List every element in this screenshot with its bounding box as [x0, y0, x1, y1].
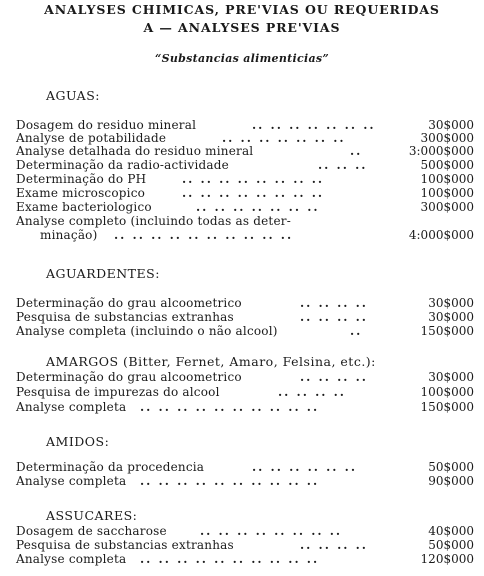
- list-item: [0, 474, 484, 488]
- list-item: [0, 460, 484, 474]
- subsection-heading: “Substancias alimenticias”: [154, 52, 330, 65]
- list-item: [0, 310, 484, 324]
- list-item: [0, 324, 484, 338]
- dot-leader: .. .. .. .. .. .. .. .. .. ..: [140, 552, 320, 566]
- dot-leader: .. .. .. .. .. .. .. ..: [182, 186, 325, 200]
- list-item: [0, 552, 484, 566]
- item-label: Analyse completa: [16, 400, 127, 414]
- section-heading: A — ANALYSES PRE'VIAS: [143, 20, 341, 35]
- item-price: 30$000: [428, 370, 474, 384]
- item-price: 100$000: [420, 172, 474, 186]
- section-title: AMIDOS:: [46, 434, 110, 449]
- list-item: [0, 200, 484, 214]
- item-price: 30$000: [428, 310, 474, 324]
- list-item: [0, 131, 484, 145]
- dot-leader: ..: [350, 324, 363, 338]
- list-item: [0, 118, 484, 132]
- list-item: [0, 172, 484, 186]
- item-label: Pesquisa de impurezas do alcool: [16, 385, 220, 399]
- dot-leader: .. .. .. ..: [300, 538, 368, 552]
- item-label: Analyse de potabilidade: [16, 131, 167, 145]
- section-title: AMARGOS (Bitter, Fernet, Amaro, Felsina, etc.):: [46, 354, 376, 369]
- item-label: Determinação do PH: [16, 172, 147, 186]
- dot-leader: .. .. ..: [318, 158, 368, 172]
- section-title: AGUAS:: [46, 88, 100, 103]
- item-label: Analyse completa: [16, 552, 127, 566]
- item-label: Determinação da procedencia: [16, 460, 205, 474]
- item-label: Analyse detalhada do residuo mineral: [16, 144, 254, 158]
- item-label: Determinação da radio-actividade: [16, 158, 229, 172]
- item-label: Exame microscopico: [16, 186, 146, 200]
- document-title: ANALYSES CHIMICAS, PRE'VIAS OU REQUERIDAS: [44, 2, 440, 17]
- dot-leader: .. .. .. .. .. .. .. ..: [200, 524, 343, 538]
- item-label: minação): [40, 228, 98, 242]
- dot-leader: .. .. .. .. .. .. .. .. .. ..: [140, 400, 320, 414]
- item-price: 500$000: [420, 158, 474, 172]
- list-item: [0, 186, 484, 200]
- list-item: [0, 370, 484, 384]
- item-label: Dosagem de saccharose: [16, 524, 167, 538]
- list-item: [0, 296, 484, 310]
- list-item: [0, 524, 484, 538]
- item-label: Analyse completa: [16, 474, 127, 488]
- item-price: 30$000: [428, 296, 474, 310]
- item-price: 90$000: [428, 474, 474, 488]
- item-price: 4:000$000: [408, 228, 474, 242]
- dot-leader: .. .. .. .. .. .. .. .. .. ..: [140, 474, 320, 488]
- dot-leader: .. .. .. .. .. .. ..: [222, 131, 346, 145]
- list-item: [0, 385, 484, 399]
- item-label: Determinação do grau alcoometrico: [16, 296, 242, 310]
- item-price: 100$000: [420, 186, 474, 200]
- item-price: 300$000: [420, 131, 474, 145]
- list-item: [0, 214, 484, 228]
- item-label: Pesquisa de substancias extranhas: [16, 310, 234, 324]
- section-title: AGUARDENTES:: [46, 266, 160, 281]
- item-price: 40$000: [428, 524, 474, 538]
- dot-leader: .. .. .. .. .. .. ..: [196, 200, 320, 214]
- item-label: Dosagem do residuo mineral: [16, 118, 197, 132]
- item-price: 50$000: [428, 538, 474, 552]
- dot-leader: .. .. .. ..: [300, 296, 368, 310]
- dot-leader: .. .. .. ..: [278, 385, 346, 399]
- item-price: 50$000: [428, 460, 474, 474]
- list-item: [0, 538, 484, 552]
- dot-leader: .. .. .. .. .. ..: [252, 460, 358, 474]
- dot-leader: .. .. .. .. .. .. ..: [252, 118, 376, 132]
- item-label: Pesquisa de substancias extranhas: [16, 538, 234, 552]
- item-label: Analyse completo (incluindo todas as deter-: [16, 214, 291, 228]
- section-title: ASSUCARES:: [46, 508, 138, 523]
- item-label: Analyse completa (incluindo o não alcool): [16, 324, 278, 338]
- item-price: 100$000: [420, 385, 474, 399]
- list-item: [0, 158, 484, 172]
- dot-leader: .. .. .. .. .. .. .. ..: [182, 172, 325, 186]
- list-item: [0, 144, 484, 158]
- item-price: 150$000: [420, 324, 474, 338]
- dot-leader: .. .. .. ..: [300, 370, 368, 384]
- dot-leader: .. .. .. .. .. .. .. .. .. ..: [114, 228, 294, 242]
- list-item: [0, 400, 484, 414]
- item-price: 3:000$000: [408, 144, 474, 158]
- list-item: [0, 228, 484, 242]
- item-label: Exame bacteriologico: [16, 200, 152, 214]
- item-price: 300$000: [420, 200, 474, 214]
- item-label: Determinação do grau alcoometrico: [16, 370, 242, 384]
- item-price: 150$000: [420, 400, 474, 414]
- item-price: 120$000: [420, 552, 474, 566]
- item-price: 30$000: [428, 118, 474, 132]
- dot-leader: .. .. .. ..: [300, 310, 368, 324]
- dot-leader: ..: [350, 144, 363, 158]
